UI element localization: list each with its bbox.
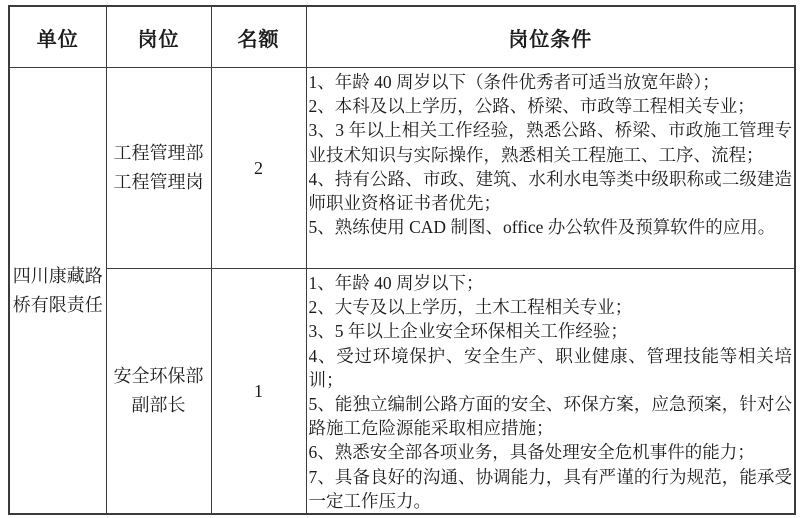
condition-item: 6、熟悉安全部各项业务，具备处理安全危机事件的能力； [308,442,755,463]
condition-item: 3、3 年以上相关工作经验，熟悉公路、桥梁、市政施工管理专业技术知识与实际操作，熟悉相关工程施工、工序、流程； [308,120,792,165]
unit-cell [9,68,106,515]
job-row-safety [9,269,795,515]
header-position-label: 岗位 [106,6,211,68]
conditions-list [309,271,793,511]
header-unit-label: 单位 [9,6,106,68]
quota-cell: 1 [211,269,306,515]
condition-item: 2、本科及以上学历，公路、桥梁、市政等工程相关专业； [308,96,755,117]
position-cell [106,269,211,515]
conditions-list [309,70,793,266]
position-name-line: 副部长 [131,395,186,415]
unit-name-line: 四川康藏路 [12,265,103,286]
conditions-cell [306,68,795,269]
position-name-line: 工程管理岗 [113,172,204,192]
quota-cell: 2 [211,68,306,269]
condition-item: 5、熟练使用 CAD 制图、office 办公软件及预算软件的应用。 [308,217,776,238]
condition-item: 5、能独立编制公路方面的安全、环保方案，应急预案，针对公路施工危险源能采取相应措施； [308,394,792,439]
condition-item: 4、持有公路、市政、建筑、水利水电等类中级职称或二级建造师职业资格证书者优先； [308,168,792,214]
condition-item: 1、年龄 40 周岁以下（条件优秀者可适当放宽年龄）； [308,72,720,92]
condition-item: 3、5 年以上企业安全环保相关工作经验； [308,321,628,342]
condition-item: 4、受过环境保护、安全生产、职业健康、管理技能等相关培训； [308,345,792,390]
condition-item: 2、大专及以上学历，土木工程相关专业； [308,297,633,318]
condition-item: 7、具备良好的沟通、协调能力，具有严谨的行为规范，能承受一定工作压力。 [308,466,792,511]
header-conditions-label: 岗位条件 [306,6,795,68]
conditions-cell [306,269,795,515]
header-row [9,6,795,68]
position-cell [106,68,211,269]
header-quota-label: 名额 [211,6,306,68]
job-row-engineering [9,68,795,269]
job-table [8,5,796,515]
unit-name-line: 桥有限责任 [12,294,103,315]
position-name-line: 安全环保部 [113,366,204,386]
position-name-line: 工程管理部 [113,143,204,163]
condition-item: 1、年龄 40 周岁以下； [308,273,484,293]
